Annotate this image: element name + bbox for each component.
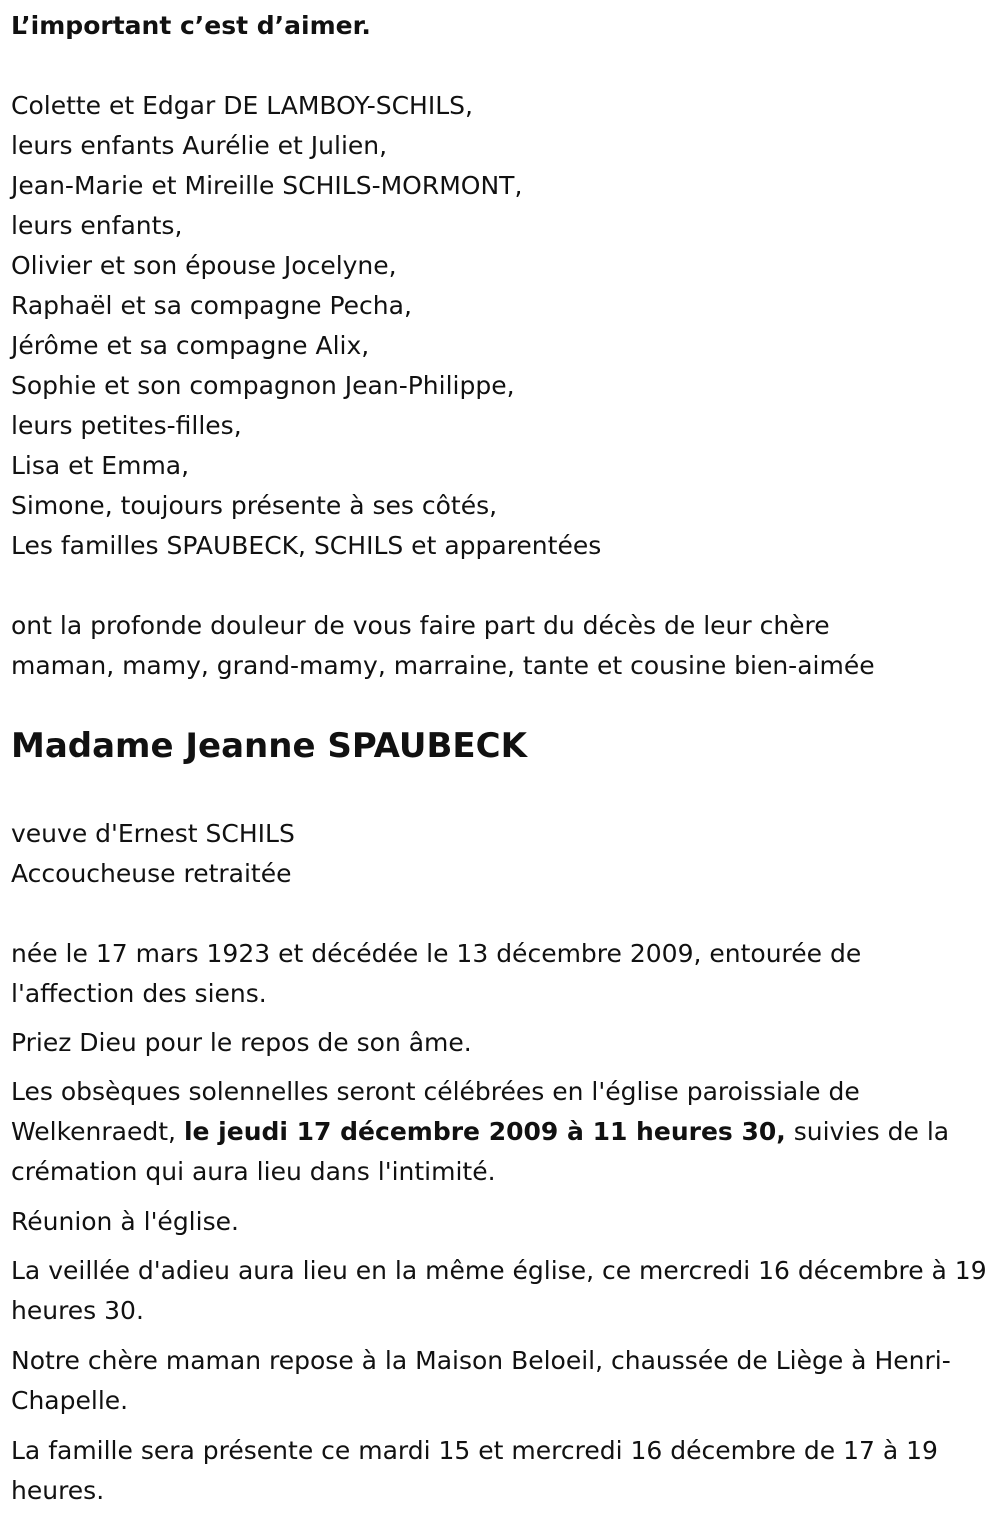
motto: L’important c’est d’aimer. xyxy=(11,11,371,40)
deceased-titles xyxy=(11,814,992,894)
title-line: veuve d'Ernest SCHILS xyxy=(11,819,295,848)
mourner-line: Olivier et son épouse Jocelyne, xyxy=(11,251,397,280)
vigil-paragraph: La veillée d'adieu aura lieu en la même église, ce mercredi 16 décembre à 19 heures 30. xyxy=(11,1256,987,1325)
announcement xyxy=(11,606,992,686)
funeral-date-time: le jeudi 17 décembre 2009 à 11 heures 30, xyxy=(183,1117,786,1146)
mourner-line: Simone, toujours présente à ses côtés, xyxy=(11,491,498,520)
deceased-name: Madame Jeanne SPAUBECK xyxy=(11,726,527,766)
funeral-paragraph xyxy=(11,1072,992,1192)
mourner-line: leurs enfants Aurélie et Julien, xyxy=(11,131,388,160)
mourner-line: Jean-Marie et Mireille SCHILS-MORMONT, xyxy=(11,171,523,200)
mourner-line: Les familles SPAUBECK, SCHILS et apparentées xyxy=(11,531,602,560)
mourner-line: Jérôme et sa compagne Alix, xyxy=(11,331,370,360)
mourner-line: leurs enfants, xyxy=(11,211,183,240)
funeral-text-after: suivies de la crémation qui aura lieu dans l'intimité. xyxy=(11,1117,950,1186)
resting-place-paragraph: Notre chère maman repose à la Maison Beloeil, chaussée de Liège à Henri-Chapelle. xyxy=(11,1346,951,1415)
prayer-paragraph: Priez Dieu pour le repos de son âme. xyxy=(11,1028,472,1057)
mourner-line: Lisa et Emma, xyxy=(11,451,190,480)
funeral-text-before: Les obsèques solennelles seront célébrées en l'église paroissiale de Welkenraedt, xyxy=(11,1077,860,1146)
meeting-paragraph: Réunion à l'église. xyxy=(11,1207,239,1236)
mourner-line: Raphaël et sa compagne Pecha, xyxy=(11,291,412,320)
announcement-line: maman, mamy, grand-mamy, marraine, tante et cousine bien-aimée xyxy=(11,651,875,680)
birth-death-paragraph: née le 17 mars 1923 et décédée le 13 décembre 2009, entourée de l'affection des siens. xyxy=(11,939,862,1008)
family-presence-paragraph: La famille sera présente ce mardi 15 et mercredi 16 décembre de 17 à 19 heures. xyxy=(11,1436,938,1505)
announcement-line: ont la profonde douleur de vous faire part du décès de leur chère xyxy=(11,611,830,640)
mourner-line: Sophie et son compagnon Jean-Philippe, xyxy=(11,371,515,400)
mourners-list xyxy=(11,86,992,566)
mourner-line: Colette et Edgar DE LAMBOY-SCHILS, xyxy=(11,91,473,120)
title-line: Accoucheuse retraitée xyxy=(11,859,292,888)
mourner-line: leurs petites-filles, xyxy=(11,411,242,440)
